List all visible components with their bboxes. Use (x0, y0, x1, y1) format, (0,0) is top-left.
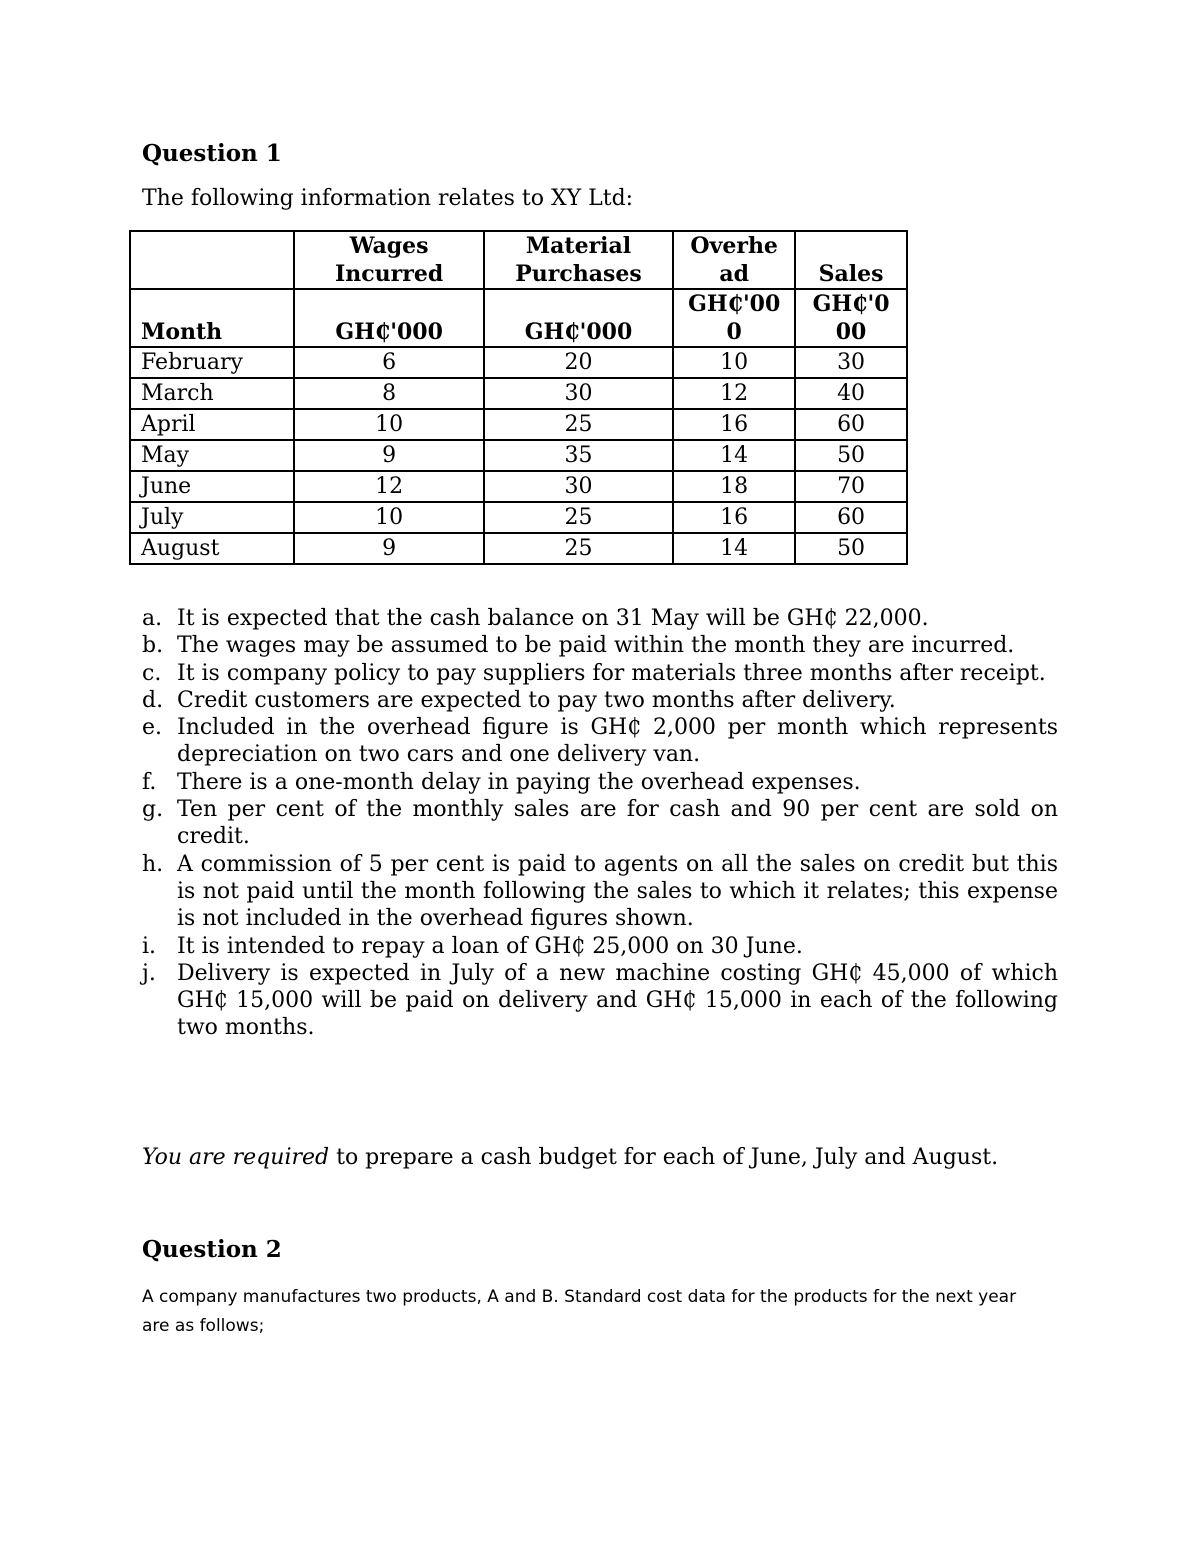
header-cell: Sales (795, 231, 907, 289)
table-cell: 30 (795, 347, 907, 378)
table-cell: June (130, 471, 294, 502)
list-item (142, 687, 1058, 714)
list-marker: e. (142, 715, 163, 741)
question-1-heading: Question 1 (142, 140, 282, 167)
header-cell: GH₵'000 (484, 289, 673, 347)
table-cell: 25 (484, 533, 673, 564)
table-row (130, 533, 907, 564)
list-marker: j. (142, 960, 156, 986)
table-cell: 14 (673, 440, 795, 471)
table-cell: 60 (795, 502, 907, 533)
table-cell: 16 (673, 409, 795, 440)
list-item (142, 960, 1058, 1042)
list-item-text: It is company policy to pay suppliers for materials three months after receipt. (177, 660, 1046, 686)
list-marker: d. (142, 687, 164, 713)
table-header-row (130, 231, 907, 289)
list-item-text: It is intended to repay a loan of GH₵ 25,000 on 30 June. (177, 933, 803, 959)
table-cell: 9 (294, 533, 483, 564)
question-2-body: A company manufactures two products, A and B. Standard cost data for the products for the next year are as follows; (142, 1287, 1017, 1336)
table-cell: 16 (673, 502, 795, 533)
header-cell: Month (130, 289, 294, 347)
list-item-text: Credit customers are expected to pay two months after delivery. (177, 687, 896, 713)
header-cell: GH₵'000 (294, 289, 483, 347)
list-marker: b. (142, 633, 164, 659)
table-cell: 50 (795, 440, 907, 471)
table-cell: 30 (484, 471, 673, 502)
list-item (142, 933, 1058, 960)
required-instruction (142, 1145, 998, 1170)
list-marker: g. (142, 797, 164, 823)
list-item (142, 769, 1058, 796)
question-2-heading: Question 2 (142, 1236, 282, 1263)
list-item-text: There is a one-month delay in paying the overhead expenses. (177, 769, 861, 795)
header-cell: Overhe ad (673, 231, 795, 289)
table-cell: 6 (294, 347, 483, 378)
table-cell: 50 (795, 533, 907, 564)
list-marker: a. (142, 606, 163, 631)
table-cell: 12 (294, 471, 483, 502)
table-cell: 70 (795, 471, 907, 502)
list-item (142, 714, 1058, 769)
header-cell: Material Purchases (484, 231, 673, 289)
cost-data-table (129, 230, 908, 565)
list-marker: i. (142, 933, 157, 959)
table-cell: 8 (294, 378, 483, 409)
header-cell: GH₵'0 00 (795, 289, 907, 347)
list-item-text: Ten per cent of the monthly sales are for cash and 90 per cent are sold on credit. (177, 797, 1058, 850)
table-cell: 10 (294, 502, 483, 533)
list-item-text: It is expected that the cash balance on 31 May will be GH₵ 22,000. (177, 606, 929, 631)
list-item (142, 851, 1058, 933)
table-row (130, 471, 907, 502)
table-cell: August (130, 533, 294, 564)
list-item (142, 660, 1058, 687)
list-marker: h. (142, 851, 164, 877)
table-unit-row (130, 289, 907, 347)
table-cell: 40 (795, 378, 907, 409)
table-cell: 25 (484, 502, 673, 533)
required-emphasis: You are required (142, 1145, 330, 1170)
header-cell: Wages Incurred (294, 231, 483, 289)
table-cell: May (130, 440, 294, 471)
list-marker: f. (142, 769, 157, 795)
table-cell: 14 (673, 533, 795, 564)
list-item-text: The wages may be assumed to be paid within the month they are incurred. (177, 633, 1015, 659)
list-item-text: Delivery is expected in July of a new machine costing GH₵ 45,000 of which GH₵ 15,000 will be paid on delivery and GH₵ 15,000 in each of the following two months. (177, 960, 1058, 1041)
table-cell: 30 (484, 378, 673, 409)
header-cell (130, 231, 294, 289)
required-text: to prepare a cash budget for each of June, July and August. (329, 1145, 999, 1170)
table-cell: 20 (484, 347, 673, 378)
list-item-text: A commission of 5 per cent is paid to agents on all the sales on credit but this is not paid until the month following the sales to which it relates; this expense is not included in the overhead figures shown. (177, 851, 1058, 932)
table-cell: 18 (673, 471, 795, 502)
table-row (130, 502, 907, 533)
table-cell: 10 (673, 347, 795, 378)
list-marker: c. (142, 660, 162, 686)
list-item-text: Included in the overhead figure is GH₵ 2,000 per month which represents depreciation on two cars and one delivery van. (177, 715, 1058, 768)
question-1-intro: The following information relates to XY Ltd: (142, 186, 634, 211)
list-item (142, 796, 1058, 851)
table-cell: July (130, 502, 294, 533)
assumptions-list (142, 605, 1058, 1042)
table-cell: February (130, 347, 294, 378)
table-row (130, 347, 907, 378)
table-cell: 35 (484, 440, 673, 471)
table-row (130, 378, 907, 409)
table-cell: April (130, 409, 294, 440)
table-cell: 9 (294, 440, 483, 471)
list-item (142, 605, 1058, 632)
table-cell: 10 (294, 409, 483, 440)
list-item (142, 632, 1058, 659)
table-cell: March (130, 378, 294, 409)
table-cell: 25 (484, 409, 673, 440)
table-cell: 12 (673, 378, 795, 409)
table-row (130, 440, 907, 471)
table-cell: 60 (795, 409, 907, 440)
table-row (130, 409, 907, 440)
header-cell: GH₵'00 0 (673, 289, 795, 347)
